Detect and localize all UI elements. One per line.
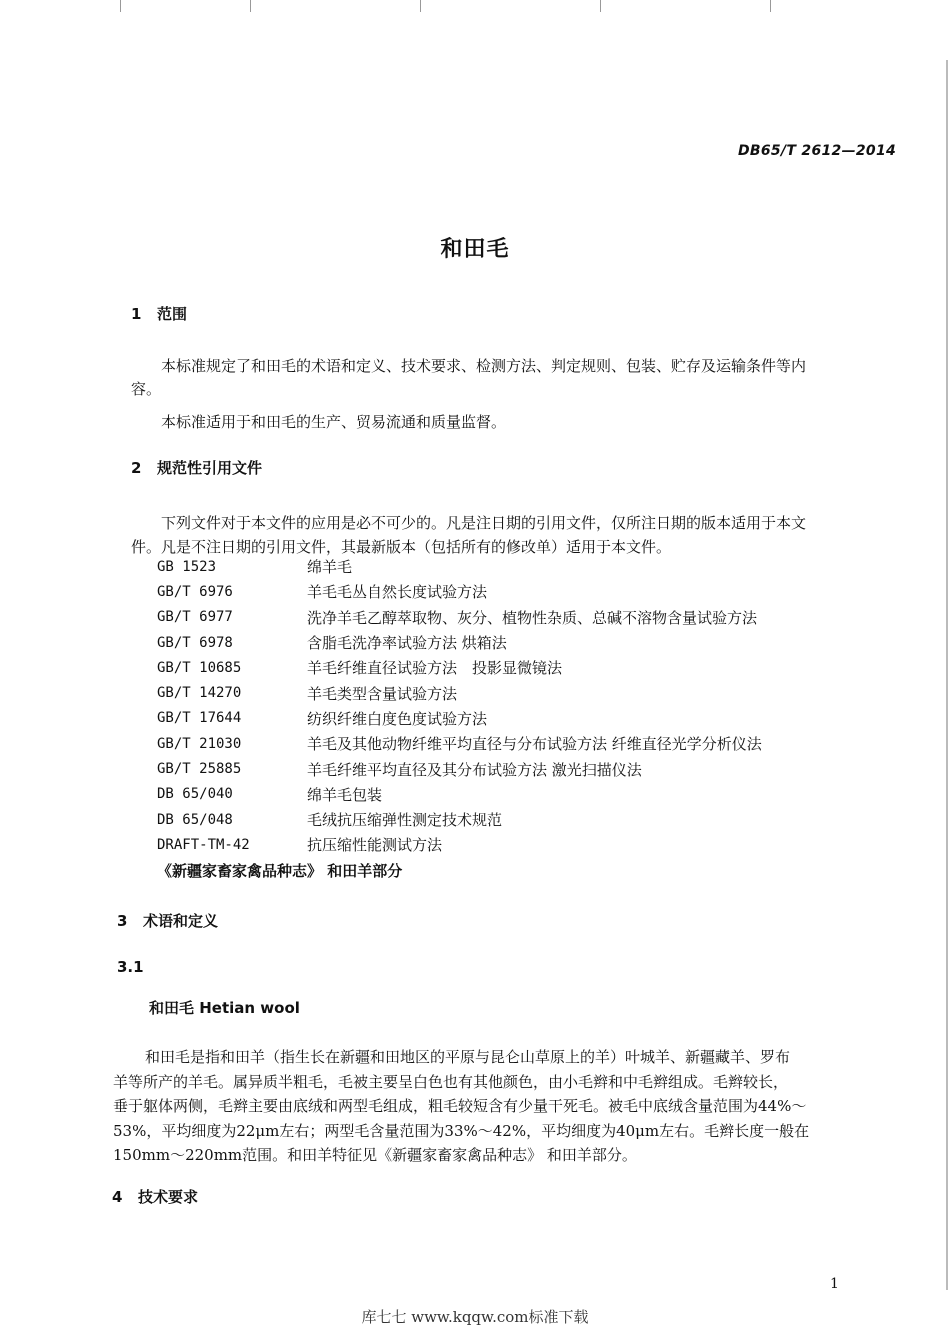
scan-mark [120, 0, 121, 12]
reference-item [157, 680, 857, 705]
reference-title: 羊毛及其他动物纤维平均直径与分布试验方法 纤维直径光学分析仪法 [307, 735, 762, 754]
reference-item [157, 832, 857, 857]
reference-item [157, 605, 857, 630]
reference-code: GB 1523 [157, 558, 217, 575]
section-number: 4 [112, 1188, 123, 1206]
reference-item [157, 554, 857, 579]
footer-watermark: 库七七 www.kqqw.com标准下载 [361, 1308, 589, 1326]
reference-code: GB/T 6977 [157, 609, 233, 626]
reference-code: DB 65/040 [157, 786, 233, 803]
paragraph: 本标准规定了和田毛的术语和定义、技术要求、检测方法、判定规则、包装、贮存及运输条件等内 [161, 357, 807, 375]
reference-code: GB/T 14270 [157, 685, 242, 702]
reference-item [157, 630, 857, 655]
section-1-heading [131, 303, 187, 324]
paragraph: 容。 [131, 380, 162, 398]
reference-list [157, 554, 857, 883]
reference-title: 洗净羊毛乙醇萃取物、灰分、植物性杂质、总碱不溶物含量试验方法 [307, 608, 758, 627]
document-title: 和田毛 [440, 237, 510, 262]
standard-code: DB65/T 2612—2014 [738, 143, 897, 159]
reference-item [157, 756, 857, 781]
section-3-heading [117, 910, 218, 931]
paragraph: 件。凡是不注日期的引用文件，其最新版本（包括所有的修改单）适用于本文件。 [131, 538, 672, 556]
scan-mark [420, 0, 421, 12]
reference-code: GB/T 6976 [157, 583, 233, 600]
section-title: 规范性引用文件 [157, 459, 263, 477]
reference-item [157, 782, 857, 807]
reference-title: 绵羊毛包装 [307, 785, 383, 804]
term-name: 和田毛 Hetian wool [149, 999, 300, 1017]
paragraph: 本标准适用于和田毛的生产、贸易流通和质量监督。 [161, 413, 507, 431]
paragraph: 下列文件对于本文件的应用是必不可少的。凡是注日期的引用文件，仅所注日期的版本适用于本文 [161, 514, 807, 532]
reference-code: GB/T 21030 [157, 735, 242, 752]
definition-line: 53%，平均细度为22μm左右；两型毛含量范围为33%～42%，平均细度为40μm左右。毛辫长度一般在 [113, 1122, 810, 1140]
term-number: 3.1 [117, 958, 144, 976]
scan-mark [250, 0, 251, 12]
section-number: 1 [131, 305, 142, 323]
reference-title: 绵羊毛 [307, 558, 353, 577]
section-number: 3 [117, 912, 128, 930]
section-title: 技术要求 [138, 1188, 199, 1206]
definition-line: 垂于躯体两侧，毛辫主要由底绒和两型毛组成，粗毛较短含有少量干死毛。被毛中底绒含量范围为44%～ [113, 1097, 807, 1115]
reference-title: 羊毛纤维直径试验方法 投影显微镜法 [307, 659, 563, 678]
reference-title: 毛绒抗压缩弹性测定技术规范 [307, 811, 503, 830]
section-title: 术语和定义 [143, 912, 219, 930]
reference-title: 纺织纤维白度色度试验方法 [307, 709, 488, 728]
definition-line: 150mm～220mm范围。和田羊特征见《新疆家畜家禽品种志》 和田羊部分。 [113, 1146, 637, 1164]
reference-code: DB 65/048 [157, 811, 233, 828]
reference-code: DRAFT-TM-42 [157, 836, 250, 853]
scan-mark [770, 0, 771, 12]
reference-title: 羊毛纤维平均直径及其分布试验方法 激光扫描仪法 [307, 760, 642, 779]
reference-title: 《新疆家畜家禽品种志》 和田羊部分 [157, 861, 403, 880]
section-number: 2 [131, 459, 142, 477]
section-title: 范围 [157, 305, 188, 323]
reference-title: 羊毛类型含量试验方法 [307, 684, 458, 703]
reference-code: GB/T 10685 [157, 659, 242, 676]
reference-item [157, 858, 857, 883]
reference-item [157, 655, 857, 680]
page-number: 1 [830, 1276, 839, 1292]
section-2-heading [131, 457, 262, 478]
definition-line: 和田毛是指和田羊（指生长在新疆和田地区的平原与昆仑山草原上的羊）叶城羊、新疆藏羊、罗布 [145, 1048, 791, 1066]
scan-mark [600, 0, 601, 12]
section-4-heading [112, 1186, 198, 1207]
reference-title: 羊毛毛丛自然长度试验方法 [307, 583, 488, 602]
reference-item [157, 807, 857, 832]
reference-title: 抗压缩性能测试方法 [307, 836, 443, 855]
reference-item [157, 706, 857, 731]
definition-line: 羊等所产的羊毛。属异质半粗毛，毛被主要呈白色也有其他颜色，由小毛辫和中毛辫组成。毛辫较长， [113, 1073, 789, 1091]
reference-code: GB/T 25885 [157, 761, 242, 778]
reference-item [157, 579, 857, 604]
reference-item [157, 731, 857, 756]
reference-title: 含脂毛洗净率试验方法 烘箱法 [307, 634, 507, 653]
reference-code: GB/T 17644 [157, 710, 242, 727]
reference-code: GB/T 6978 [157, 634, 233, 651]
